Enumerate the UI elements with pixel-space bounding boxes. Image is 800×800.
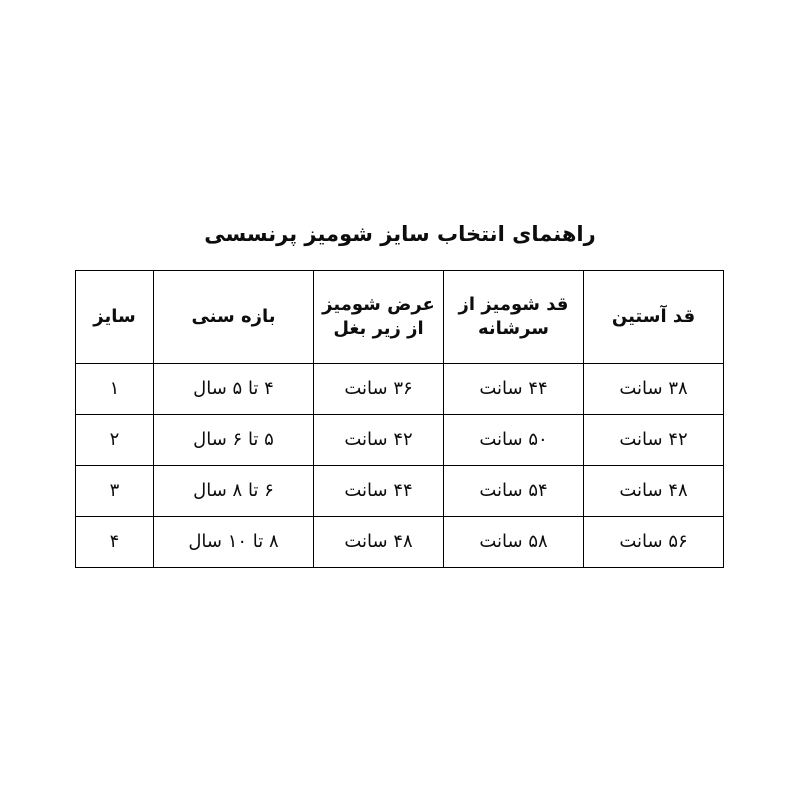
cell-sleeve-length: ۳۸ سانت: [584, 364, 724, 415]
cell-size: ۲: [76, 415, 154, 466]
cell-age-range: ۶ تا ۸ سال: [154, 466, 314, 517]
page-title: راهنمای انتخاب سایز شومیز پرنسسی: [204, 222, 596, 246]
table-header-row: [76, 271, 724, 364]
column-header-shirt-width-label: عرض شومیز از زیر بغل: [322, 293, 435, 339]
cell-shirt-length: ۵۸ سانت: [444, 517, 584, 568]
cell-sleeve-length: ۵۶ سانت: [584, 517, 724, 568]
cell-sleeve-length: ۴۲ سانت: [584, 415, 724, 466]
cell-shirt-width: ۴۲ سانت: [314, 415, 444, 466]
table-body: [76, 364, 724, 568]
column-header-size: [76, 271, 154, 364]
cell-size: ۴: [76, 517, 154, 568]
cell-size: ۳: [76, 466, 154, 517]
cell-shirt-width: ۳۶ سانت: [314, 364, 444, 415]
table-row: [76, 517, 724, 568]
cell-shirt-width: ۴۸ سانت: [314, 517, 444, 568]
column-header-sleeve-length-label: قد آستین: [611, 305, 696, 327]
cell-age-range: ۸ تا ۱۰ سال: [154, 517, 314, 568]
cell-shirt-width: ۴۴ سانت: [314, 466, 444, 517]
table-row: [76, 364, 724, 415]
cell-shirt-length: ۵۰ سانت: [444, 415, 584, 466]
cell-age-range: ۴ تا ۵ سال: [154, 364, 314, 415]
table-row: [76, 466, 724, 517]
cell-sleeve-length: ۴۸ سانت: [584, 466, 724, 517]
cell-age-range: ۵ تا ۶ سال: [154, 415, 314, 466]
size-guide-table: [75, 270, 724, 568]
column-header-shirt-width: [314, 271, 444, 364]
column-header-shirt-length-label: قد شومیز از سرشانه: [458, 293, 569, 339]
column-header-age-range-label: بازه سنی: [191, 305, 276, 327]
cell-shirt-length: ۵۴ سانت: [444, 466, 584, 517]
column-header-sleeve-length: [584, 271, 724, 364]
column-header-age-range: [154, 271, 314, 364]
column-header-shirt-length: [444, 271, 584, 364]
column-header-size-label: سایز: [93, 305, 136, 327]
cell-shirt-length: ۴۴ سانت: [444, 364, 584, 415]
cell-size: ۱: [76, 364, 154, 415]
table-row: [76, 415, 724, 466]
size-guide-table-wrapper: [76, 270, 724, 568]
table-header: [76, 271, 724, 364]
